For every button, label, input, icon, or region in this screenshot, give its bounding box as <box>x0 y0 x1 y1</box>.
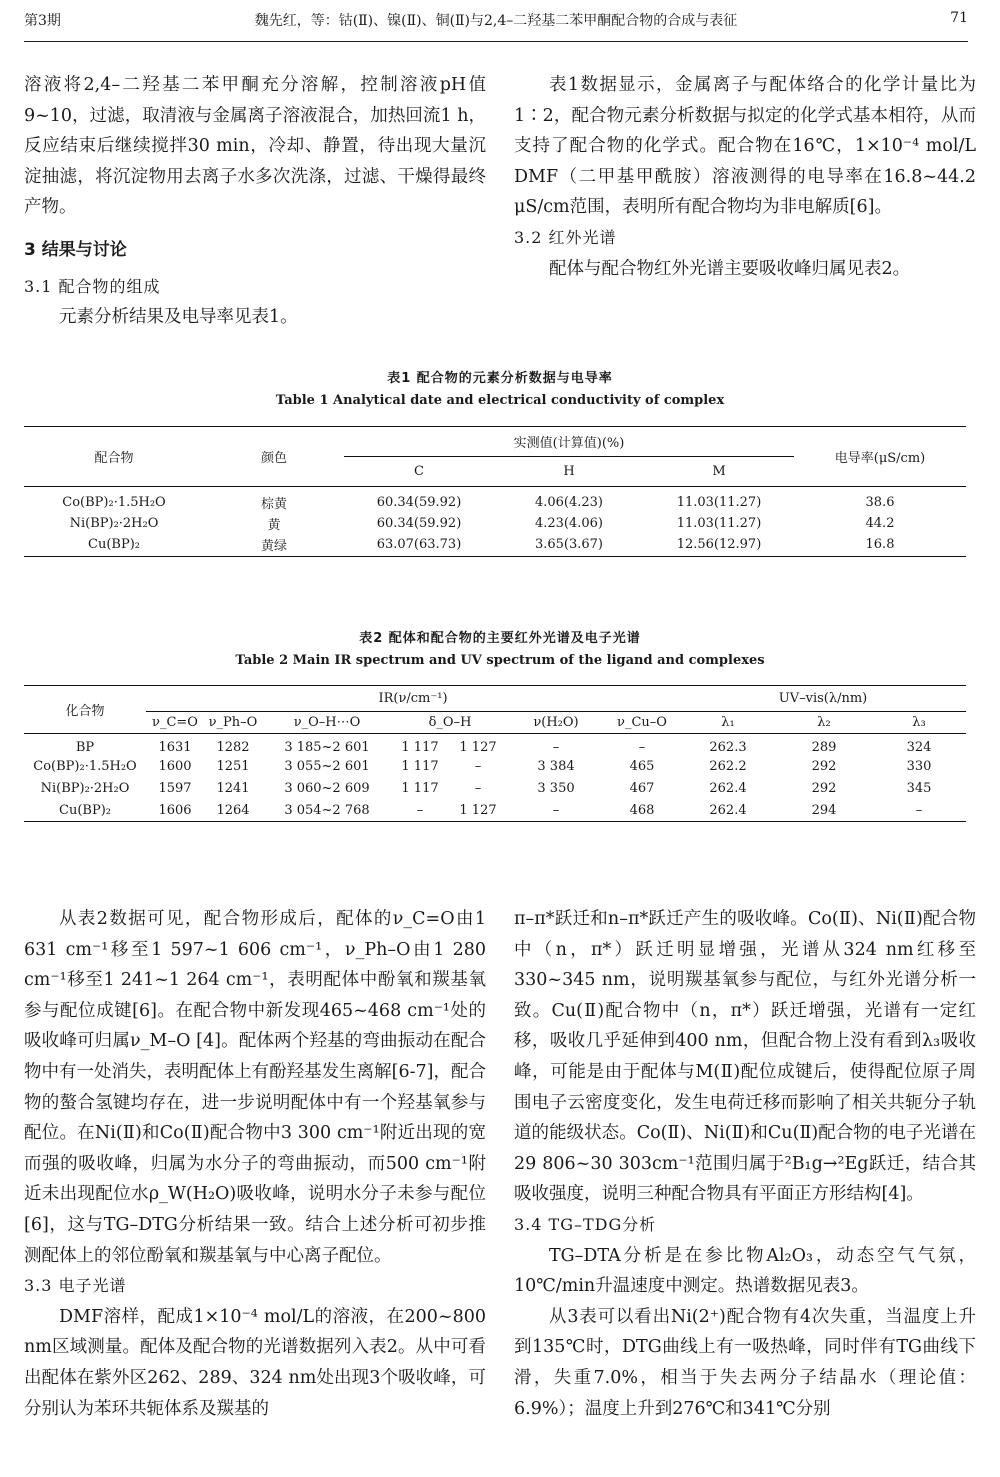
paragraph: 从表2数据可见，配合物形成后，配体的ν_C=O由1 631 cm⁻¹移至1 597~1 606 cm⁻¹，ν_Ph–O由1 280 cm⁻¹移至1 241~1 264 cm⁻¹，表明配体中酚氧和羰基氧参与配位成键[6]。在配合物中新发现465~468 cm⁻¹处的吸收峰可归属ν_M–O [4]。配体两个羟基的弯曲振动在配合物中有一处消失，表明配体上有酚羟基发生离解[6-7]，配合物的螯合氢键均存在，进一步说明配体中有一个羟基氧参与配位。在Ni(Ⅱ)和Co(Ⅱ)配合物中3 300 cm⁻¹附近出现的宽而强的吸收峰，归属为水分子的弯曲振动，而500 cm⁻¹附近未出现配位水ρ_W(H₂O)吸收峰，说明水分子未参与配位[6]，这与TG–DTG分析结果一致。结合上述分析可初步推测配体上的邻位酚氧和羰基氧与中心离子配位。 <box>24 909 486 1266</box>
table1-header-m: M <box>644 457 794 487</box>
table-cell: 4.06(4.23) <box>534 495 604 510</box>
table-cell: 465 <box>629 759 655 774</box>
paragraph: 从3表可以看出Ni(2⁺)配合物有4次失重，当温度上升到135℃时，DTG曲线上有一吸热峰，同时伴有TG曲线下滑，失重7.0%，相当于失去两分子结晶水（理论值：6.9%）；温度上升到276℃和341℃分别 <box>514 1306 976 1419</box>
table-cell: 468 <box>604 800 680 822</box>
table2-header-col: ν_Ph–O <box>204 712 262 734</box>
table2-header-col: ν_O–H⋯O <box>262 712 392 734</box>
table-cell: 1606 <box>146 800 204 822</box>
table-cell: 12.56(12.97) <box>644 534 794 556</box>
table-cell: Ni(BP)₂·2H₂O <box>40 781 130 796</box>
running-header <box>24 10 968 42</box>
table-cell: 4.23(4.06) <box>534 515 604 531</box>
table-cell: 324 <box>906 740 932 756</box>
table-cell: 262.3 <box>709 740 747 756</box>
table1-header-c: C <box>344 457 494 487</box>
table1-header-h: H <box>494 457 644 487</box>
table-row <box>24 487 966 513</box>
table-cell: 1631 <box>158 740 192 756</box>
top-right-column <box>514 70 976 284</box>
bottom-left-column <box>24 904 486 1424</box>
paragraph: 溶液将2,4–二羟基二苯甲酮充分溶解，控制溶液pH值9~10，过滤，取清液与金属离子溶液混合，加热回流1 h，反应结束后继续搅拌30 min，冷却、静置，待出现大量沉淀抽滤，将沉淀物用去离子水多次洗涤，过滤、干燥得最终产物。 <box>24 75 486 218</box>
table-cell: 黄绿 <box>204 534 344 556</box>
table-cell: – <box>474 759 482 774</box>
table2 <box>24 685 966 822</box>
table2-header-uv: UV–vis(λ/nm) <box>680 686 966 712</box>
table-cell: – <box>552 740 560 756</box>
page-number: 71 <box>950 10 968 26</box>
table2-caption-zh: 表2 配体和配合物的主要红外光谱及电子光谱 <box>359 631 641 646</box>
table1-caption-en: Table 1 Analytical date and electrical conductivity of complex <box>275 393 725 408</box>
table-cell: Co(BP)₂·1.5H₂O <box>33 759 137 774</box>
table-cell: 38.6 <box>865 495 895 510</box>
table-cell: – <box>474 781 482 796</box>
table-cell: 345 <box>906 781 932 796</box>
paragraph: 表1数据显示，金属离子与配体络合的化学计量比为1∶2，配合物元素分析数据与拟定的化学式基本相符，从而支持了配合物的化学式。配合物在16℃，1×10⁻⁴ mol/L DMF（二甲基甲酰胺）溶液测得的电导率在16.8~44.2 μS/cm范围，表明所有配合物均为非电解质[6]。 <box>514 75 976 218</box>
subsection-heading: 3.3 电子光谱 <box>24 1276 127 1296</box>
table-cell: 1 117 <box>401 759 439 774</box>
table-cell: 3 054~2 768 <box>262 800 392 822</box>
top-left-column <box>24 70 486 333</box>
table-cell: 11.03(11.27) <box>676 495 762 510</box>
bottom-right-column <box>514 904 976 1424</box>
table-cell: 1 127 <box>448 800 508 822</box>
table-row <box>24 800 966 822</box>
table1 <box>24 426 966 557</box>
table-cell: 330 <box>906 759 932 774</box>
table-cell: 3 185~2 601 <box>284 740 370 756</box>
table-cell: 60.34(59.92) <box>376 515 462 531</box>
table2-header-col: ν_Cu–O <box>604 712 680 734</box>
table-cell: 63.07(63.73) <box>344 534 494 556</box>
table2-header-col: λ₁ <box>680 712 776 734</box>
table-cell: 1597 <box>158 781 192 796</box>
table-cell: 262.4 <box>709 781 747 796</box>
table-cell: 292 <box>811 781 837 796</box>
paragraph: TG–DTA分析是在参比物Al₂O₃，动态空气气氛，10℃/min升温速度中测定。热谱数据见表3。 <box>514 1245 976 1297</box>
table-row <box>24 512 966 534</box>
table-cell: 1 127 <box>459 740 497 756</box>
paragraph: DMF溶样，配成1×10⁻⁴ mol/L的溶液，在200~800 nm区域测量。配体及配合物的光谱数据列入表2。从中可看出配体在紫外区262、289、324 nm处出现3个吸收峰，可分别认为苯环共轭体系及羰基的 <box>24 1306 486 1419</box>
subsection-heading: 3.2 红外光谱 <box>514 227 617 247</box>
table-cell: 3 060~2 609 <box>284 781 370 796</box>
paragraph: π–π*跃迁和n–π*跃迁产生的吸收峰。Co(Ⅱ)、Ni(Ⅱ)配合物中（n，π*）跃迁明显增强，光谱从324 nm红移至330~345 nm，说明羰基氧参与配位，与红外光谱分析一致。Cu(Ⅱ)配合物中（n，π*）跃迁增强，光谱有一定红移，吸收几乎延伸到400 nm，但配合物上没有看到λ₃吸收峰，可能是由于配体与M(Ⅱ)配位成键后，使得配位原子周围电子云密度变化，发生电荷迁移而影响了相关共轭分子轨道的能级状态。Co(Ⅱ)、Ni(Ⅱ)和Cu(Ⅱ)配合物的电子光谱在29 806~30 303cm⁻¹范围归属于²B₁g→²Eg跃迁，结合其吸收强度，说明三种配合物具有平面正方形结构[4]。 <box>514 909 976 1205</box>
table-cell: 3 384 <box>537 759 575 774</box>
table-cell: 467 <box>629 781 655 796</box>
table-cell: – <box>638 740 646 756</box>
table-cell: – <box>508 800 604 822</box>
table-cell: 1600 <box>158 759 192 774</box>
table2-header-col: λ₂ <box>776 712 872 734</box>
table2-header-col: ν(H₂O) <box>508 712 604 734</box>
table-cell: 3.65(3.67) <box>494 534 644 556</box>
table1-caption-zh: 表1 配合物的元素分析数据与电导率 <box>387 371 613 386</box>
table2-header-col: δ_O–H <box>392 712 508 734</box>
table-cell: BP <box>75 740 95 756</box>
table1-header-color: 颜色 <box>204 427 344 487</box>
issue-number: 第3期 <box>24 13 61 29</box>
table-cell: 44.2 <box>865 515 895 531</box>
section-heading: 3 结果与讨论 <box>24 239 127 260</box>
table-cell: Cu(BP)₂ <box>24 800 146 822</box>
table-cell: 1251 <box>216 759 250 774</box>
table2-header-col: λ₃ <box>872 712 966 734</box>
table-cell: Ni(BP)₂·2H₂O <box>69 515 159 531</box>
table2-caption <box>0 628 1000 672</box>
subsection-heading: 3.4 TG–TDG分析 <box>514 1214 657 1234</box>
table-cell: 1282 <box>216 740 250 756</box>
table-cell: 3 350 <box>537 781 575 796</box>
table2-header-ir: IR(ν/cm⁻¹) <box>146 686 680 712</box>
paragraph: 元素分析结果及电导率见表1。 <box>59 307 298 328</box>
table-row <box>24 778 966 800</box>
table-cell: 1 117 <box>401 781 439 796</box>
table-cell: 292 <box>811 759 837 774</box>
table-cell: 11.03(11.27) <box>676 515 762 531</box>
table-row <box>24 734 966 756</box>
table-cell: 1241 <box>216 781 250 796</box>
table-cell: Cu(BP)₂ <box>24 534 204 556</box>
table-cell: 289 <box>811 740 837 756</box>
paragraph: 配体与配合物红外光谱主要吸收峰归属见表2。 <box>549 258 911 279</box>
table2-header-compound: 化合物 <box>24 686 146 734</box>
table-cell: – <box>392 800 448 822</box>
table-cell: 1264 <box>204 800 262 822</box>
table-cell: 黄 <box>267 517 281 533</box>
table-cell: Co(BP)₂·1.5H₂O <box>62 495 166 510</box>
table-cell: 262.4 <box>680 800 776 822</box>
table-cell: – <box>872 800 966 822</box>
table2-header-col: ν_C=O <box>146 712 204 734</box>
table2-caption-en: Table 2 Main IR spectrum and UV spectrum of the ligand and complexes <box>235 653 765 668</box>
table-cell: 60.34(59.92) <box>376 495 462 510</box>
table-cell: 棕黄 <box>260 497 287 512</box>
table1-header-conductivity: 电导率(μS/cm) <box>794 427 966 487</box>
table-row <box>24 756 966 778</box>
table-row <box>24 534 966 556</box>
table1-header-found: 实测值(计算值)(%) <box>344 427 794 457</box>
table1-header-complex: 配合物 <box>24 427 204 487</box>
subsection-heading: 3.1 配合物的组成 <box>24 276 161 296</box>
table1-caption <box>0 368 1000 412</box>
table-cell: 294 <box>776 800 872 822</box>
table-cell: 1 117 <box>401 740 439 756</box>
table-cell: 3 055~2 601 <box>284 759 370 774</box>
table-cell: 262.2 <box>709 759 747 774</box>
running-title: 魏先红，等：钴(Ⅱ)、镍(Ⅱ)、铜(Ⅱ)与2,4–二羟基二苯甲酮配合物的合成与表征 <box>254 13 738 29</box>
table-cell: 16.8 <box>794 534 966 556</box>
